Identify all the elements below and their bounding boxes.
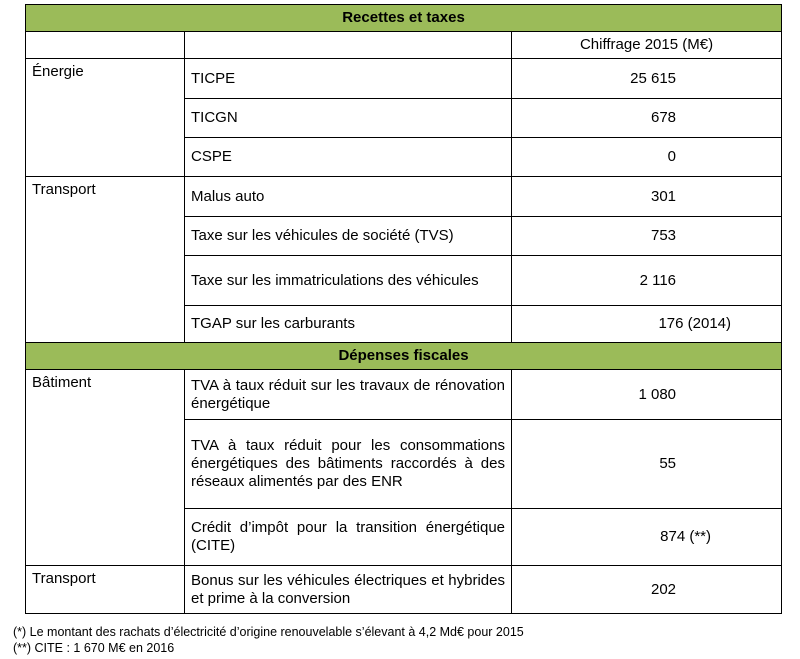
item-value: 176 (2014) (512, 306, 782, 343)
column-header-row (26, 32, 782, 59)
empty-header-cell (26, 32, 185, 59)
section-title-tax-expenditures: Dépenses fiscales (26, 343, 782, 370)
table-row (26, 370, 782, 420)
section-header-tax-expenditures (26, 343, 782, 370)
category-energie: Énergie (26, 59, 185, 177)
item-value: 753 (512, 217, 782, 256)
item-label: Taxe sur les immatriculations des véhicules (185, 256, 512, 306)
item-value: 2 116 (512, 256, 782, 306)
section-title-revenues: Recettes et taxes (26, 5, 782, 32)
item-label: Taxe sur les véhicules de société (TVS) (185, 217, 512, 256)
item-label: TICPE (185, 59, 512, 99)
footnote: (*) Le montant des rachats d’électricité d’origine renouvelable s’élevant à 4,2 Md€ pour 2015 (13, 625, 524, 639)
table-row (26, 59, 782, 99)
item-label: TICGN (185, 99, 512, 138)
fiscal-table (25, 4, 782, 614)
item-value: 874 (**) (512, 509, 782, 566)
item-value: 55 (512, 420, 782, 509)
item-value: 202 (512, 566, 782, 614)
amount-column-header: Chiffrage 2015 (M€) (512, 32, 782, 59)
category-transport: Transport (26, 566, 185, 614)
item-label: CSPE (185, 138, 512, 177)
footnote: (**) CITE : 1 670 M€ en 2016 (13, 641, 175, 655)
item-label: Bonus sur les véhicules électriques et hybrides et prime à la conversion (185, 566, 512, 614)
item-label: TVA à taux réduit pour les consommations énergétiques des bâtiments raccordés à des réseaux alimentés par des ENR (185, 420, 512, 509)
table-row (26, 566, 782, 614)
category-transport: Transport (26, 177, 185, 343)
item-label: TGAP sur les carburants (185, 306, 512, 343)
item-value: 678 (512, 99, 782, 138)
item-value: 25 615 (512, 59, 782, 99)
section-header-revenues (26, 5, 782, 32)
item-label: TVA à taux réduit sur les travaux de rénovation énergétique (185, 370, 512, 420)
item-label: Malus auto (185, 177, 512, 217)
footnotes (13, 624, 524, 656)
table-row (26, 177, 782, 217)
item-value: 0 (512, 138, 782, 177)
category-batiment: Bâtiment (26, 370, 185, 566)
item-value: 301 (512, 177, 782, 217)
empty-header-cell (185, 32, 512, 59)
item-label: Crédit d’impôt pour la transition énergétique (CITE) (185, 509, 512, 566)
item-value: 1 080 (512, 370, 782, 420)
